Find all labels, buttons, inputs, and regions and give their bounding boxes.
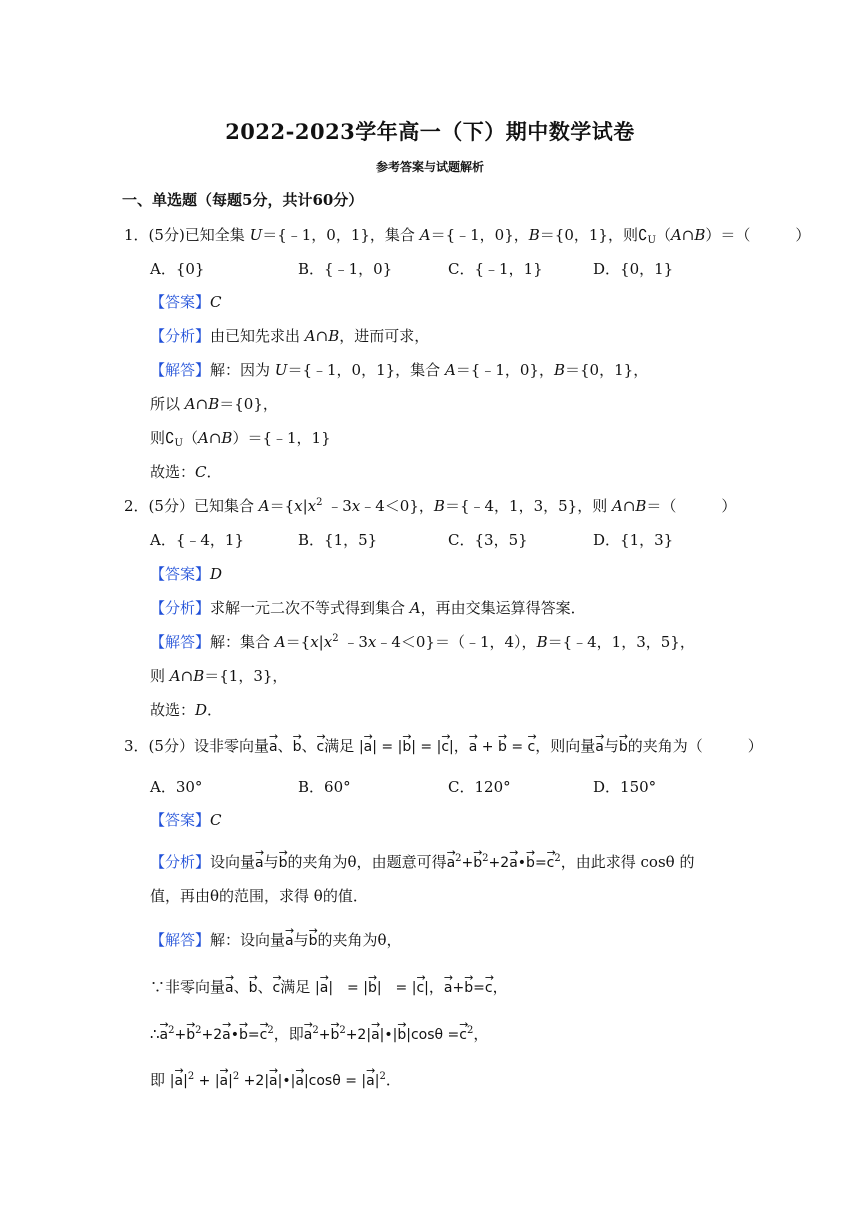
q1-answer: 【答案】C <box>150 293 222 311</box>
page-title: 2022-2023学年高一（下）期中数学试卷 <box>225 119 635 144</box>
q2-option-b: B．{1，5} <box>298 531 378 549</box>
q1-solution-line-2: 所以 A∩B＝{0}， <box>150 395 278 413</box>
q2-answer: 【答案】D <box>150 565 223 583</box>
q2-analysis: 【分析】求解一元二次不等式得到集合 A，再由交集运算得答案． <box>150 599 586 617</box>
q3-analysis: 【分析】设向量→ a与→ b的夹角为θ，由题意可得→ $a^2+\to b^2+2\to$ a•→ $b=\to c^2$，由此求得 cosθ 的 <box>150 850 694 873</box>
q3-option-d: D．150° <box>593 778 657 796</box>
q3-answer: 【答案】C <box>150 811 222 829</box>
q1-option-d: D．{0，1} <box>593 260 674 278</box>
question-3-stem: 3．(5分）设非零向量→ a、→ b、→ c满足 |→ a| = |→ b| = |→ c|，→ a + → b = → c，则向量→ a与→ b的夹角为（ ） <box>124 734 763 757</box>
q2-option-a: A．{﹣4，1} <box>150 531 245 549</box>
q2-option-c: C．{3，5} <box>448 531 528 549</box>
q3-analysis-line-2: 值，再由θ的范围，求得 θ的值． <box>150 887 368 905</box>
page-subtitle: 参考答案与试题解析 <box>375 160 484 174</box>
q2-solution-line-2: 则 A∩B＝{1，3}， <box>150 667 288 685</box>
q3-option-a: A．30° <box>150 778 203 796</box>
solution-tag: 【解答】 <box>150 931 211 949</box>
q3-solution-line-4: 即 |→ $a|^2$ + |→ $a|^2 +2|\to$ a|•|→ a|cosθ = |→ $a|^2$． <box>150 1068 401 1091</box>
answer-tag: 【答案】 <box>150 293 211 311</box>
question-2-stem: 2．(5分）已知集合 $A=\{x|x^2$ ﹣3x﹣4＜0}，B＝{﹣4，1，3，5}，则 A∩B＝（ ） <box>124 497 737 515</box>
q3-solution: 【解答】解：设向量→ a与→ b的夹角为θ， <box>150 928 402 950</box>
question-1-stem: 1．(5分)已知全集 U＝{﹣1，0，1}，集合 A＝{﹣1，0}，B＝{0，1}，则$∁_U(A\cap B)=$（ ） <box>124 226 811 246</box>
q2-option-d: D．{1，3} <box>593 531 674 549</box>
q3-solution-line-2: ∵非零向量→ a、→ b、→ c满足 |→ a| = |→ b| = |→ c|，→ a+→ b=→ c， <box>150 975 508 998</box>
q2-solution: 【解答】解：集合 $A=\{x|x^2$ ﹣3x﹣4＜0}＝（﹣1，4），B＝{﹣4，1，3，5}， <box>150 633 695 651</box>
q1-solution-line-4: 故选：C． <box>150 463 222 481</box>
answer-tag: 【答案】 <box>150 565 211 583</box>
solution-tag: 【解答】 <box>150 633 211 651</box>
section-heading: 一、单选题（每题5分，共计60分） <box>122 191 364 209</box>
analysis-tag: 【分析】 <box>150 853 211 871</box>
q1-solution: 【解答】解：因为 U＝{﹣1，0，1}，集合 A＝{﹣1，0}，B＝{0，1}， <box>150 361 649 379</box>
analysis-tag: 【分析】 <box>150 599 211 617</box>
q1-option-b: B．{﹣1，0} <box>298 260 393 278</box>
solution-tag: 【解答】 <box>150 361 211 379</box>
analysis-tag: 【分析】 <box>150 327 211 345</box>
q1-analysis: 【分析】由已知先求出 A∩B，进而可求， <box>150 327 430 345</box>
q1-solution-line-3: 则$∁_U(A\cap B)=\{﹣1$，1} <box>150 429 331 449</box>
q2-solution-line-3: 故选：D． <box>150 701 223 719</box>
q3-option-c: C．120° <box>448 778 511 796</box>
q1-option-a: A．{0} <box>150 260 205 278</box>
q3-option-b: B．60° <box>298 778 351 796</box>
answer-tag: 【答案】 <box>150 811 211 829</box>
q3-solution-line-3: ∴→ $a^2+\to b^2+2\to$ a•→ $b=\to c^2$，即→ $a^2+\to b^2+2|\to$ a|•|→ $b|\cos\theta =\to c^2$， <box>150 1022 488 1045</box>
q1-option-c: C．{﹣1，1} <box>448 260 543 278</box>
